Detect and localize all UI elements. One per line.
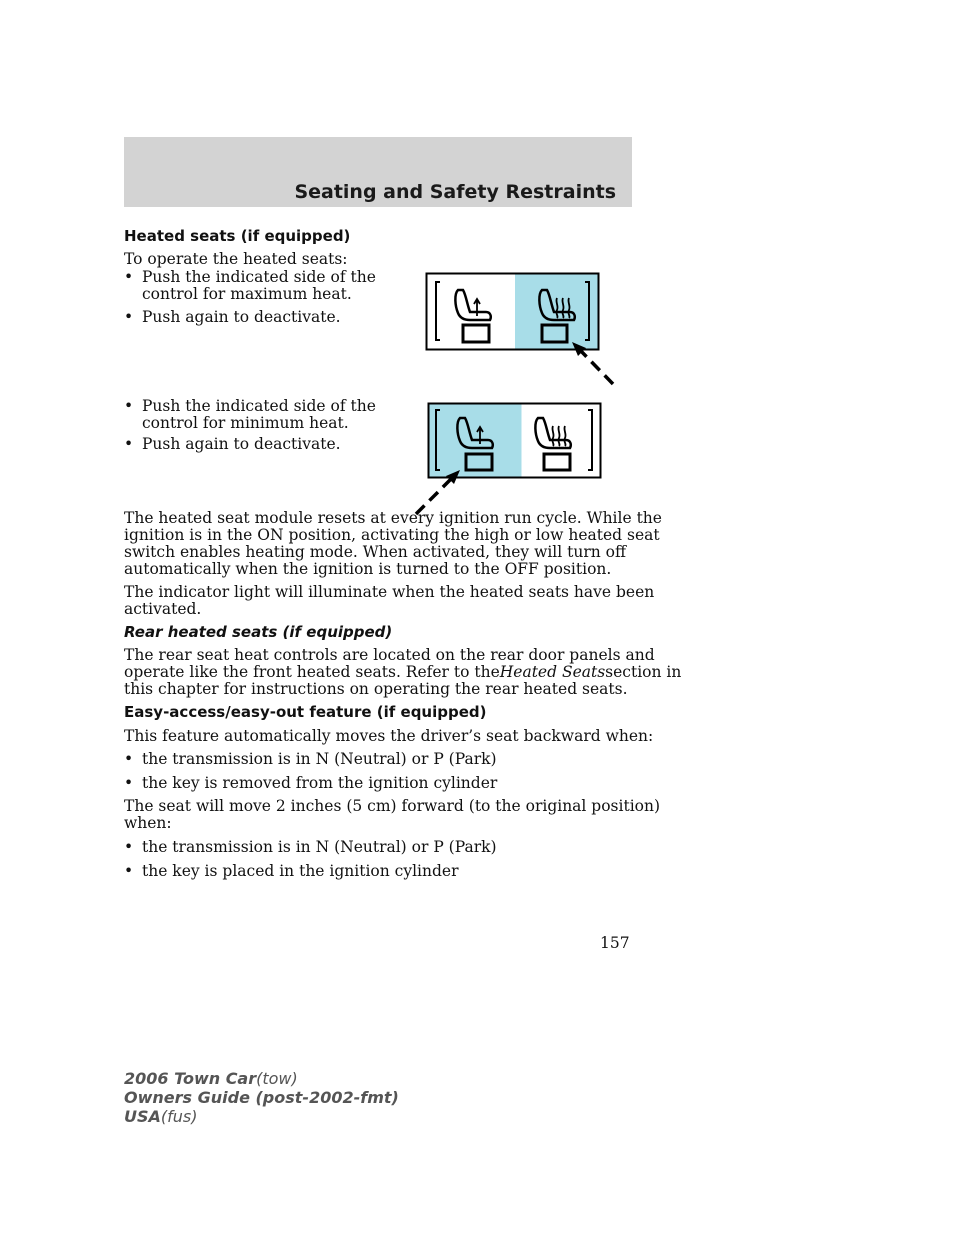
footer-market-code: (fus) xyxy=(160,1107,198,1126)
easy-access-intro: This feature automatically moves the driver’s seat backward when: xyxy=(124,727,654,745)
easy-access-heading: Easy-access/easy-out feature (if equipped) xyxy=(124,703,487,721)
heated-seats-intro: To operate the heated seats: xyxy=(124,250,348,268)
bullet-dot: • xyxy=(124,750,134,768)
bullet-text: Push again to deactivate. xyxy=(142,308,341,326)
bullet-text: control for minimum heat. xyxy=(142,414,349,432)
seat-heat-min-control-icon xyxy=(412,398,607,520)
bullet-dot: • xyxy=(124,838,134,856)
bullet-text: the transmission is in N (Neutral) or P (Park) xyxy=(142,838,497,856)
bullet-dot: • xyxy=(124,774,134,792)
page-header-title: Seating and Safety Restraints xyxy=(294,181,616,203)
footer-line-guide xyxy=(124,1088,399,1107)
bullet-text: control for maximum heat. xyxy=(142,285,352,303)
module-paragraph-line: ignition is in the ON position, activating the high or low heated seat xyxy=(124,526,660,544)
bullet-dot: • xyxy=(124,308,134,326)
bullet-text: Push again to deactivate. xyxy=(142,435,341,453)
module-paragraph-line: switch enables heating mode. When activated, they will turn off xyxy=(124,543,627,561)
footer-model: 2006 Town Car xyxy=(124,1069,257,1088)
bullet-text: the key is placed in the ignition cylinder xyxy=(142,862,459,880)
rear-heated-line: The rear seat heat controls are located on the rear door panels and xyxy=(124,646,655,664)
footer-line-market xyxy=(124,1107,399,1126)
rear-heated-line xyxy=(124,664,681,681)
header-band xyxy=(124,137,632,207)
module-paragraph-line: automatically when the ignition is turned to the OFF position. xyxy=(124,560,612,578)
bullet-text: the transmission is in N (Neutral) or P (Park) xyxy=(142,750,497,768)
rear-heated-line: this chapter for instructions on operating the rear heated seats. xyxy=(124,680,628,698)
rear-heated-heading: Rear heated seats (if equipped) xyxy=(124,623,393,641)
bullet-dot: • xyxy=(124,268,134,286)
footer-model-code: (tow) xyxy=(256,1069,298,1088)
rear-heated-text: operate like the front heated seats. Refer to the xyxy=(124,663,500,681)
bullet-dot: • xyxy=(124,435,134,453)
bullet-text: Push the indicated side of the xyxy=(142,397,376,415)
rear-heated-text: section in xyxy=(605,663,682,681)
indicator-paragraph-line: The indicator light will illuminate when the heated seats have been xyxy=(124,583,655,601)
module-paragraph-line: The heated seat module resets at every ignition run cycle. While the xyxy=(124,509,662,527)
footer-line-model xyxy=(124,1069,399,1088)
heated-seats-heading: Heated seats (if equipped) xyxy=(124,227,351,245)
heated-seats-reference: Heated Seats xyxy=(499,663,606,681)
page-number: 157 xyxy=(600,934,630,952)
bullet-text: Push the indicated side of the xyxy=(142,268,376,286)
seat-move-paragraph-line: when: xyxy=(124,814,172,832)
footer-guide: Owners Guide (post-2002-fmt) xyxy=(124,1088,399,1107)
indicator-paragraph-line: activated. xyxy=(124,600,202,618)
footer-market: USA xyxy=(124,1107,161,1126)
footer xyxy=(124,1069,399,1126)
bullet-dot: • xyxy=(124,397,134,415)
bullet-text: the key is removed from the ignition cylinder xyxy=(142,774,498,792)
seat-move-paragraph-line: The seat will move 2 inches (5 cm) forward (to the original position) xyxy=(124,797,661,815)
seat-heat-max-control-icon xyxy=(420,268,625,390)
bullet-dot: • xyxy=(124,862,134,880)
